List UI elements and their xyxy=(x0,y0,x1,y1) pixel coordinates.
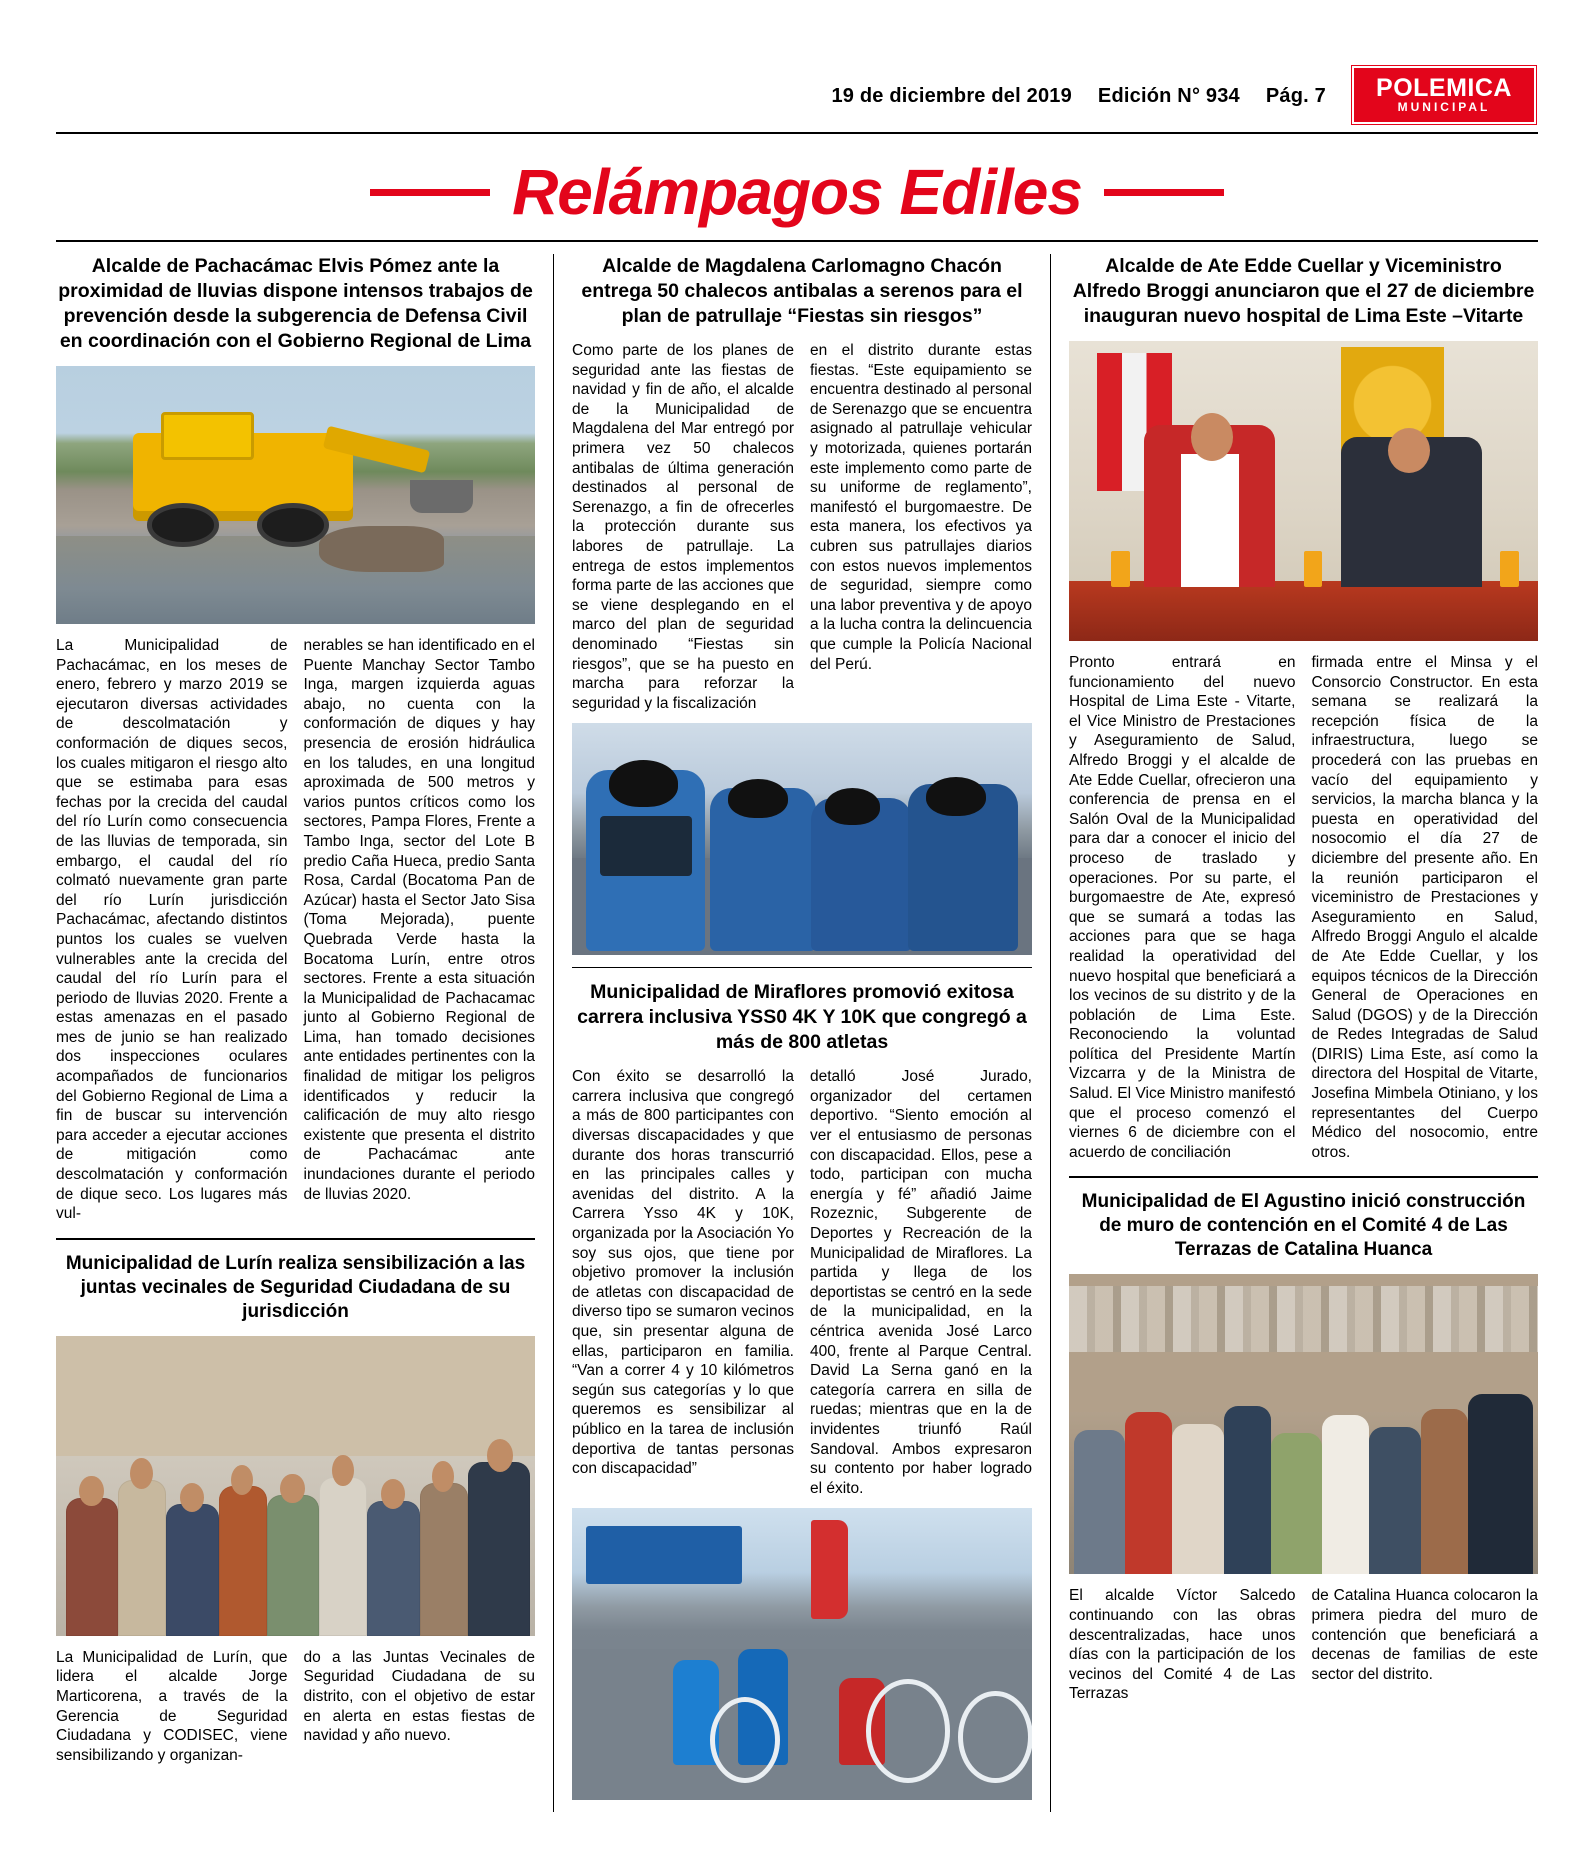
title-dash-right xyxy=(1104,189,1224,196)
issue-date: 19 de diciembre del 2019 xyxy=(831,85,1072,107)
article-headline: Municipalidad de Miraflores promovió exitosa carrera inclusiva YSS0 4K Y 10K que congregó a más de 800 atletas xyxy=(577,981,1027,1054)
issue-edition: Edición N° 934 xyxy=(1097,85,1240,107)
juice-glass xyxy=(1500,551,1519,587)
start-banner xyxy=(586,1526,742,1584)
person-head xyxy=(432,1461,454,1492)
article-paragraph: Con éxito se desarrolló la carrera inclusiva que congregó a más de 800 participantes con diversas discapacidades y que durante dos horas transcurrió en las principales calles y avenidas del distrito. A la Carrera Ysso 4K y 10K, organizada por la Asociación Yo soy sus ojos, que tiene por objetivo promover la inclusión de atletas con discapacidad de diverso tipo se sumaron vecinos que, sin presentar alguna de ellas, participaron en familia. “Van a correr 4 y 10 kilómetros según sus categorías y lo que queremos es sensibilizar al público en la tarea de inclusión deportiva de tantas personas con discapacidad” xyxy=(572,1068,794,1478)
section-divider xyxy=(1069,1176,1538,1178)
article-paragraph: detalló José Jurado, organizador del certamen deportivo. “Siento emoción al ver el entusiasmo de personas con discapacidad. Ellos, pese a todo, participan con mucha energía y fé” añadió Jaime Rozeznic, Subgerente de Deportes y Recreación de la Municipalidad de Miraflores. La partida y llega de los deportistas se centró en la sede de la municipalidad, en la céntrica avenida José Larco 400, frente al Parque Central. David La Serna ganó en la categoría carrera en silla de ruedas; mientras que en la de invidentes triunfó Raúl Sandoval. Ambos expresaron su contento por haber logrado el éxito. xyxy=(810,1068,1032,1497)
retaining-wall-ceremony-photo xyxy=(1069,1274,1538,1574)
article-paragraph: nerables se han identificado en el Puente Manchay Sector Tambo Inga, margen izquierda aguas abajo, no cuenta con la conformación de diques y hay presencia de erosión hidráulica en los taludes, en una longitud aproximada de 500 metros y varios puntos críticos como los sectores, Pampa Flores, Frente a Tambo Inga, sector del Lote B predio Caña Hueca, predio Santa Rosa, Cardal (Bocatoma Pan de Azúcar) hasta el Sector Jato Sisa (Toma Mejorada), puente Quebrada Verde hasta la Bocatoma Lurín, entre otros sectores. Frente a esta situación la Municipalidad de Pachacamac junto al Gobierno Regional de Lima, han tomado decisiones ante entidades pertinentes con la finalidad de mitigar los peligros identificados y reducir la calificación de muy alto riesgo existente que presenta el distrito de Pachacámac ante inundaciones durante el periodo de lluvias 2020. xyxy=(303,637,535,1203)
person-figure xyxy=(1172,1424,1224,1574)
person-figure xyxy=(1224,1406,1271,1574)
column-center xyxy=(553,254,1050,1812)
article-paragraph: do a las Juntas Vecinales de Seguridad Ciudadana de su distrito, con el objetivo de estar en alerta en estas fiestas de navidad y año nuevo. xyxy=(303,1648,535,1745)
article-body xyxy=(1069,653,1538,1162)
person-figure xyxy=(1421,1409,1468,1574)
helmet-icon xyxy=(728,779,788,818)
column-right xyxy=(1050,254,1538,1812)
person-head xyxy=(130,1458,153,1489)
article-paragraph: La Municipalidad de Lurín, que lidera el alcalde Jorge Marticorena, a través de la Gerencia de Seguridad Ciudadana y CODISEC, viene sensibilizando y organizan- xyxy=(56,1648,288,1764)
article-headline: Alcalde de Magdalena Carlomagno Chacón entrega 50 chalecos antibalas a serenos para el plan de patrullaje “Fiestas sin riesgos” xyxy=(581,255,1023,327)
masthead-rule xyxy=(56,132,1538,134)
article-body xyxy=(572,1067,1032,1498)
person-figure xyxy=(420,1483,468,1636)
person-figure xyxy=(1369,1427,1421,1574)
person-figure xyxy=(118,1480,166,1636)
article-body xyxy=(1069,1586,1538,1704)
article-body xyxy=(56,636,535,1224)
bulletproof-vest xyxy=(600,816,692,876)
article-paragraph: firmada entre el Minsa y el Consorcio Constructor. En esta semana se realizará la recepción física de la infraestructura, luego se procederá con las pruebas en vacío del equipamiento y servicios, la marcha blanca y la puesta en operatividad del nosocomio el día 27 de diciembre del presente año. En la reunión participaron el viceministro de Prestaciones y Aseguramiento en Salud, Alfredo Broggi Angulo el alcalde de Ate Edde Cuellar, y los equipos técnicos de la Dirección General de Operaciones en Salud (DGOS) y de la Dirección de Redes Integradas de Salud (DIRIS) Lima Este, así como la directora del Hospital de Vitarte, Josefina Mimbela Otiniano, y los representantes del Cuerpo Médico del nosocomio, entre otros. xyxy=(1311,654,1538,1161)
conference-table xyxy=(1069,581,1538,641)
person-head xyxy=(1388,428,1430,473)
helmet-icon xyxy=(926,777,986,816)
person-figure xyxy=(166,1504,219,1636)
article-headline: Municipalidad de El Agustino inició construcción de muro de contención en el Comité 4 de Las Terrazas de Catalina Huanca xyxy=(1081,1191,1526,1261)
serenazgo-motorcycle-photo xyxy=(572,723,1032,955)
person-figure xyxy=(66,1498,119,1636)
article-body xyxy=(56,1648,535,1766)
article-paragraph: La Municipalidad de Pachacámac, en los meses de enero, febrero y marzo 2019 se ejecutaron diversas actividades de descolmatación y conformación de diques secos, los cuales mitigaron el riesgo alto que se estimaba para esas fechas por la crecida del caudal del río Lurín como consecuencia de las lluvias de temporada, sin embargo, el caudal del río colmató nuevamente gran parte del río Lurín jurisdicción Pachacámac, afectando distintos puntos los cuales se vuelven vulnerables ante la crecida del caudal del río Lurín para el periodo de lluvias 2020. Frente a estas amenazas en el pasado mes de junio se han realizado dos inspecciones oculares acompañados de funcionarios del Gobierno Regional de Lima a fin de buscar su intervención para acceder a ejecutar acciones de mitigación como descolmatación y conformación de dique seco. Los lugares más vul- xyxy=(56,637,288,1223)
person-head xyxy=(381,1479,405,1509)
inclusive-race-photo xyxy=(572,1508,1032,1800)
person-head xyxy=(332,1455,354,1487)
speaker-shirt xyxy=(1181,454,1239,587)
article-columns xyxy=(56,240,1538,1812)
person-figure xyxy=(1468,1394,1534,1574)
section-divider xyxy=(56,1238,535,1240)
loader-bucket xyxy=(410,480,472,514)
loader-wheel xyxy=(147,503,219,547)
juice-glass xyxy=(1304,551,1323,587)
helmet-icon xyxy=(609,760,678,806)
press-conference-photo xyxy=(1069,341,1538,641)
logo-secondary-text: MUNICIPAL xyxy=(1397,100,1491,114)
wheelchair-wheel xyxy=(866,1679,950,1782)
juice-glass xyxy=(1111,551,1130,587)
section-title-row xyxy=(56,156,1538,228)
article-paragraph: El alcalde Víctor Salcedo continuando con las obras descentralizadas, hace unos días con la participación de los vecinos del Comité 4 de Las Terrazas xyxy=(1069,1587,1296,1703)
wheelchair-wheel xyxy=(710,1697,780,1783)
person-figure xyxy=(1074,1430,1126,1574)
section-divider xyxy=(572,967,1032,968)
article-headline: Alcalde de Ate Edde Cuellar y Viceministro Alfredo Broggi anunciaron que el 27 de diciembre inauguran nuevo hospital de Lima Este –Vitarte xyxy=(1072,255,1535,327)
river-region xyxy=(56,536,535,624)
loader-cab xyxy=(161,412,253,459)
article-paragraph: Como parte de los planes de seguridad ante las fiestas de navidad y fin de año, el alcalde de la Municipalidad de Magdalena del Mar entregó por primera vez 50 chalecos antibalas de última generación destinados al personal de Serenazgo, a fin de ofrecerles la protección durante sus labores de patrullaje. La entrega de estos implementos forma parte de las acciones que se viene desplegando en el marco del plan de seguridad denominado “Fiestas sin riesgos”, que se ha puesto en marcha para reforzar la seguridad y la fiscalización xyxy=(572,342,794,712)
person-figure xyxy=(219,1486,267,1636)
excavator-river-photo xyxy=(56,366,535,624)
lurin-community-photo xyxy=(56,1336,535,1636)
article-paragraph: Pronto entrará en funcionamiento del nuevo Hospital de Lima Este - Vitarte, el Vice Ministro de Prestaciones y Aseguramiento de Salud, Alfredo Broggi y el alcalde de Ate Edde Cuellar, ofrecieron una conferencia de prensa en el Salón Oval de la Municipalidad para dar a conocer el inicio del proceso de traslado y operaciones. Por su parte, el burgomaestre de Ate, expresó que se sumará a todas las acciones para que se haga realidad la operatividad del nuevo hospital que beneficiará a los vecinos de su distrito y de la población de Lima Este. Reconociendo la voluntad política del Presidente Martín Vizcarra y de la Ministra de Salud. El Vice Ministro manifestó que el proceso comenzó el viernes 6 de diciembre con el acuerdo de conciliación xyxy=(1069,654,1296,1161)
article-paragraph: de Catalina Huanca colocaron la primera piedra del muro de contención que beneficiará a decenas de familias de este sector del distrito. xyxy=(1311,1587,1538,1683)
helmet-icon xyxy=(825,788,880,825)
article-lurin xyxy=(56,1252,535,1766)
person-figure xyxy=(468,1462,530,1636)
race-flag xyxy=(811,1520,848,1619)
article-paragraph: en el distrito durante estas fiestas. “Este equipamiento se encuentra destinado al personal de Serenazgo que se encuentra asignado al patrullaje vehicular y motorizada, quienes portarán este implemento como parte de su uniforme de reglamento”, manifestó el burgomaestre. De esta manera, los efectivos ya cubren sus patrullajes diarios con estos nuevos implementos de seguridad, siempre como una labor preventiva y de apoyo a la lucha contra la delincuencia que cumple la Policía Nacional del Perú. xyxy=(810,342,1032,673)
page-title: Relámpagos Ediles xyxy=(512,156,1082,228)
masthead xyxy=(56,0,1538,124)
article-headline: Alcalde de Pachacámac Elvis Pómez ante la proximidad de lluvias dispone intensos trabajos de prevención desde la subgerencia de Defensa Civil en coordinación con el Gobierno Regional de Lima xyxy=(58,255,533,352)
logo-primary-text: POLEMICA xyxy=(1376,74,1512,102)
person-head xyxy=(231,1465,253,1495)
page-number: Pág. 7 xyxy=(1265,85,1326,107)
article-pachacamac xyxy=(56,254,535,1224)
article-magdalena xyxy=(572,254,1032,955)
photo-background xyxy=(56,1336,535,1456)
person-figure xyxy=(319,1477,367,1636)
houses-region xyxy=(1069,1286,1538,1352)
person-head xyxy=(487,1439,513,1472)
article-body xyxy=(572,341,1032,713)
article-miraflores xyxy=(572,980,1032,1800)
person-figure xyxy=(367,1501,420,1636)
person-figure xyxy=(1125,1412,1172,1574)
article-agustino xyxy=(1069,1190,1538,1704)
person-figure xyxy=(1271,1433,1323,1574)
person-figure xyxy=(267,1495,320,1636)
wheelchair-wheel xyxy=(958,1691,1032,1783)
loader-wheel xyxy=(257,503,329,547)
title-dash-left xyxy=(370,189,490,196)
person-head xyxy=(180,1483,204,1512)
person-head xyxy=(280,1474,304,1504)
river-debris xyxy=(319,526,444,572)
article-ate xyxy=(1069,254,1538,1162)
person-head xyxy=(79,1476,103,1506)
person-figure xyxy=(1322,1415,1369,1574)
column-left xyxy=(56,254,553,1812)
article-headline: Municipalidad de Lurín realiza sensibilización a las juntas vecinales de Seguridad Ciudadana de su jurisdicción xyxy=(65,1252,526,1322)
polemica-municipal-logo xyxy=(1352,66,1536,124)
person-head xyxy=(1191,413,1233,461)
